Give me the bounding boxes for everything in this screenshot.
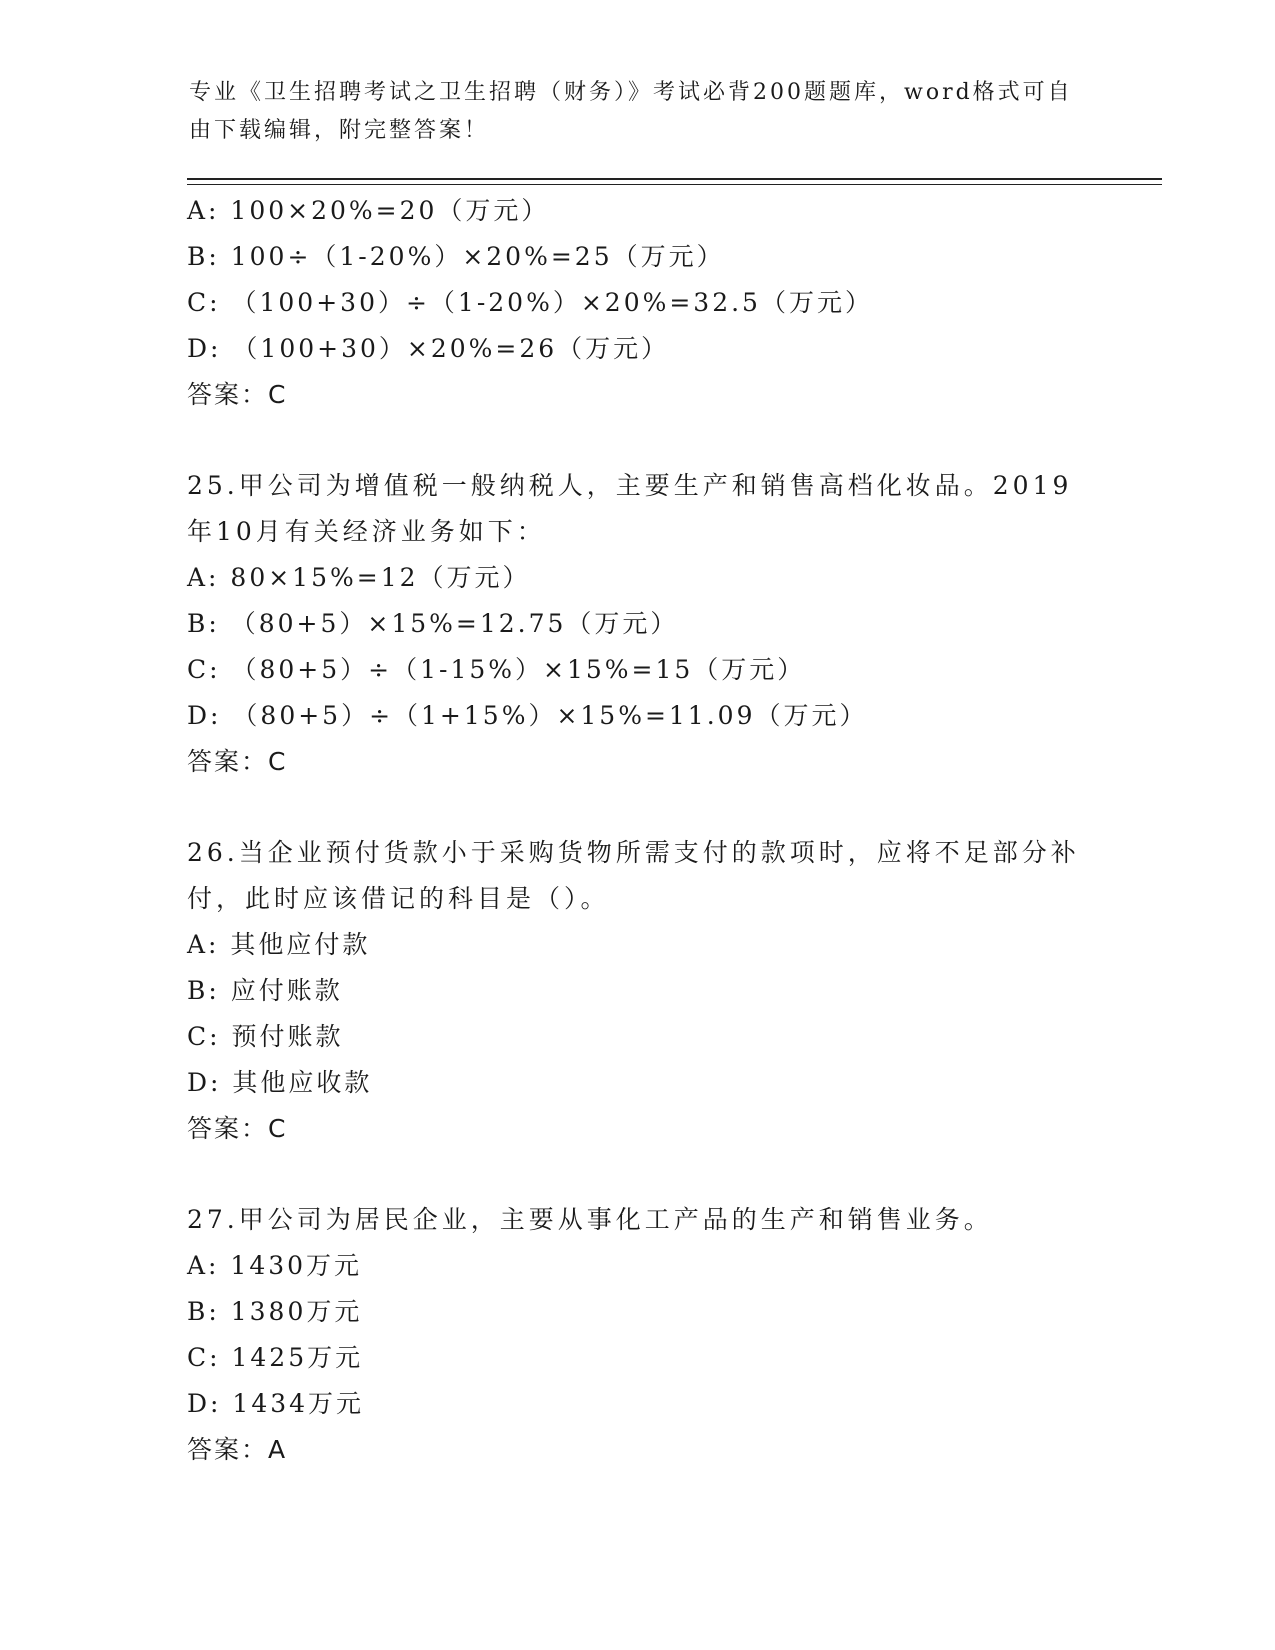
document-header <box>189 74 1089 150</box>
question-spacer <box>187 785 1087 830</box>
question-27 <box>187 1197 1087 1473</box>
option-c: C: （80+5）÷（1-15%）×15%=15（万元） <box>187 655 806 684</box>
answer-line: 答案：C <box>187 380 288 409</box>
answer-line: 答案：A <box>187 1435 288 1464</box>
option-a: A: 1430万元 <box>187 1251 363 1280</box>
option-c: C: 1425万元 <box>187 1343 364 1372</box>
option-d: D: （80+5）÷（1+15%）×15%=11.09（万元） <box>187 701 868 730</box>
question-25 <box>187 463 1087 785</box>
header-divider-thin <box>187 184 1162 185</box>
question-stem-line-1: 25.甲公司为增值税一般纳税人，主要生产和销售高档化妆品。2019 <box>187 471 1073 500</box>
option-b: B: 100÷（1-20%）×20%=25（万元） <box>187 242 725 271</box>
option-d: D: （100+30）×20%=26（万元） <box>187 334 670 363</box>
option-b: B: 1380万元 <box>187 1297 363 1326</box>
question-26 <box>187 830 1087 1152</box>
question-list <box>187 188 1087 1473</box>
option-b: B: （80+5）×15%=12.75（万元） <box>187 609 679 638</box>
header-line-1: 专业《卫生招聘考试之卫生招聘（财务）》考试必背200题题库，word格式可自 <box>189 80 1073 105</box>
question-spacer <box>187 1152 1087 1197</box>
answer-line: 答案：C <box>187 1114 288 1143</box>
option-a: A: 80×15%=12（万元） <box>187 563 531 592</box>
header-divider-thick <box>187 178 1162 180</box>
option-a: A: 其他应付款 <box>187 930 371 959</box>
question-spacer <box>187 418 1087 463</box>
option-d: D: 1434万元 <box>187 1389 365 1418</box>
question-stem-line-1: 27.甲公司为居民企业，主要从事化工产品的生产和销售业务。 <box>187 1205 993 1234</box>
option-b: B: 应付账款 <box>187 976 343 1005</box>
question-stem-line-2: 付，此时应该借记的科目是（）。 <box>187 884 610 913</box>
question-24 <box>187 188 1087 418</box>
header-line-2: 由下载编辑，附完整答案！ <box>189 118 490 143</box>
option-c: C: （100+30）÷（1-20%）×20%=32.5（万元） <box>187 288 873 317</box>
question-stem-line-1: 26.当企业预付货款小于采购货物所需支付的款项时，应将不足部分补 <box>187 838 1080 867</box>
option-c: C: 预付账款 <box>187 1022 344 1051</box>
question-stem-line-2: 年10月有关经济业务如下： <box>187 517 546 546</box>
answer-line: 答案：C <box>187 747 288 776</box>
option-a: A: 100×20%=20（万元） <box>187 196 550 225</box>
option-d: D: 其他应收款 <box>187 1068 373 1097</box>
